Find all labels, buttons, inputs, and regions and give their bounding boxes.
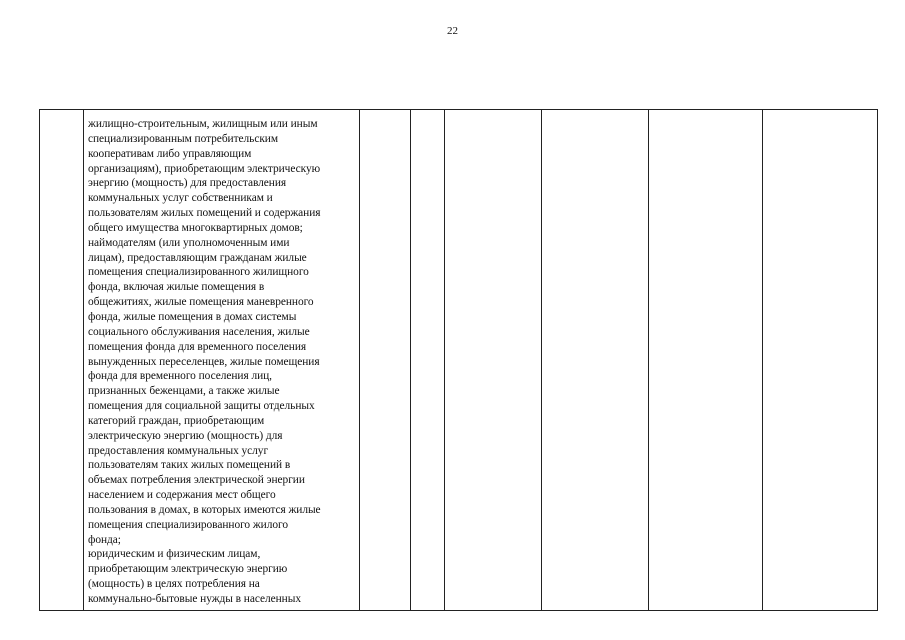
value-cell-4: [542, 110, 649, 611]
value-cell-6: [763, 110, 878, 611]
value-cell-1: [360, 110, 411, 611]
consumer-category-text: жилищно-строительным, жилищным или иным специализированным потребительским кооперативам либо управляющим организациям), приобретающим электрическую энергию (мощность) для предоставления коммунальных услуг собственникам и пользователям жилых помещений и содержания общего имущества многоквартирных домов; наймодателям (или уполномоченным ими лицам), предоставляющим гражданам жилые помещения специализированного жилищного фонда, включая жилые помещения в общежитиях, жилые помещения маневренного фонда, жилые помещения в домах системы социального обслуживания населения, жилые помещения фонда для временного поселения вынужденных переселенцев, жилые помещения фонда для временного поселения лиц, признанных беженцами, а также жилые помещения для социальной защиты отдельных категорий граждан, приобретающим электрическую энергию (мощность) для предоставления коммунальных услуг пользователям таких жилых помещений в объемах потребления электрической энергии населением и содержания мест общего пользования в домах, в которых имеются жилые помещения специализированного жилого фонда; юридическим и физическим лицам, приобретающим электрическую энергию (мощность) в целях потребления на коммунально-бытовые нужды в населенных: [88, 118, 321, 605]
consumer-category-cell: [84, 110, 360, 611]
value-cell-5: [649, 110, 763, 611]
value-cell-2: [411, 110, 445, 611]
row-number-cell: [40, 110, 84, 611]
table-row: [40, 110, 878, 611]
page-number: 22: [447, 25, 458, 37]
value-cell-3: [445, 110, 542, 611]
tariff-table: [39, 109, 878, 611]
